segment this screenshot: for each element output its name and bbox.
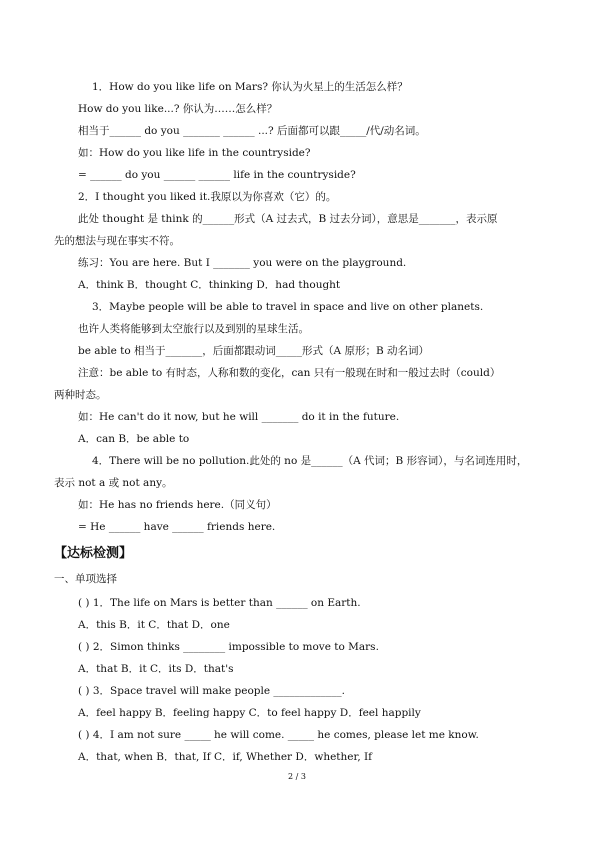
page-number: 2 / 3 <box>288 772 306 781</box>
text-line-21: = He ______ have ______ friends here. <box>78 521 276 533</box>
text-line-1: 1．How do you like life on Mars? 你认为火星上的生活怎么样？ <box>92 81 408 93</box>
question-4: ( ) 4．I am not sure _____ he will come. _____ he comes, please let me know. <box>78 729 479 741</box>
question-2-options: A．that B．it C．its D．that's <box>78 663 234 675</box>
part-title: 一、单项选择 <box>54 573 117 585</box>
text-line-18: 4．There will be no pollution.此处的 no 是______（A 代词；B 形容词），与名词连用时， <box>92 455 528 467</box>
question-1-options: A．this B．it C．that D．one <box>78 619 230 631</box>
text-line-12: 也许人类将能够到太空旅行以及到别的星球生活。 <box>78 323 309 335</box>
text-line-15: 两种时态。 <box>54 389 107 401</box>
text-line-6: 2．I thought you liked it.我原以为你喜欢（它）的。 <box>78 191 337 203</box>
question-1: ( ) 1．The life on Mars is better than ______ on Earth. <box>78 597 361 609</box>
section-heading: 【达标检测】 <box>54 546 133 561</box>
text-line-4: 如：How do you like life in the countryside? <box>78 147 311 159</box>
question-4-options: A．that, when B．that, If C．if, Whether D．whether, If <box>78 751 373 763</box>
text-line-8: 先的想法与现在事实不符。 <box>54 235 180 247</box>
text-line-16: 如：He can't do it now, but he will _______ do it in the future. <box>78 411 400 423</box>
text-line-17: A．can B．be able to <box>78 433 190 445</box>
text-line-9: 练习：You are here. But I _______ you were on the playground. <box>78 257 407 269</box>
text-line-10: A．think B．thought C．thinking D．had thought <box>78 279 341 291</box>
question-2: ( ) 2．Simon thinks ________ impossible to move to Mars. <box>78 641 379 653</box>
text-line-7: 此处 thought 是 think 的______形式（A 过去式，B 过去分词），意思是_______，表示原 <box>78 213 498 225</box>
text-line-20: 如：He has no friends here.（同义句） <box>78 499 277 511</box>
text-line-11: 3．Maybe people will be able to travel in space and live on other planets. <box>92 301 484 313</box>
text-line-13: be able to 相当于_______，后面都跟动词_____形式（A 原形；B 动名词） <box>78 345 430 357</box>
text-line-14: 注意：be able to 有时态，人称和数的变化，can 只有一般现在时和一般过去时（could） <box>78 367 501 379</box>
text-line-3: 相当于______ do you _______ ______ ...? 后面都可以跟_____/代/动名词。 <box>78 125 426 137</box>
question-3: ( ) 3．Space travel will make people _____________. <box>78 685 346 697</box>
text-line-5: = ______ do you ______ ______ life in the countryside? <box>78 169 356 181</box>
text-line-2: How do you like...? 你认为……怎么样？ <box>78 103 278 115</box>
question-3-options: A．feel happy B．feeling happy C．to feel happy D．feel happily <box>78 707 421 719</box>
text-line-19: 表示 not a 或 not any。 <box>54 477 173 489</box>
